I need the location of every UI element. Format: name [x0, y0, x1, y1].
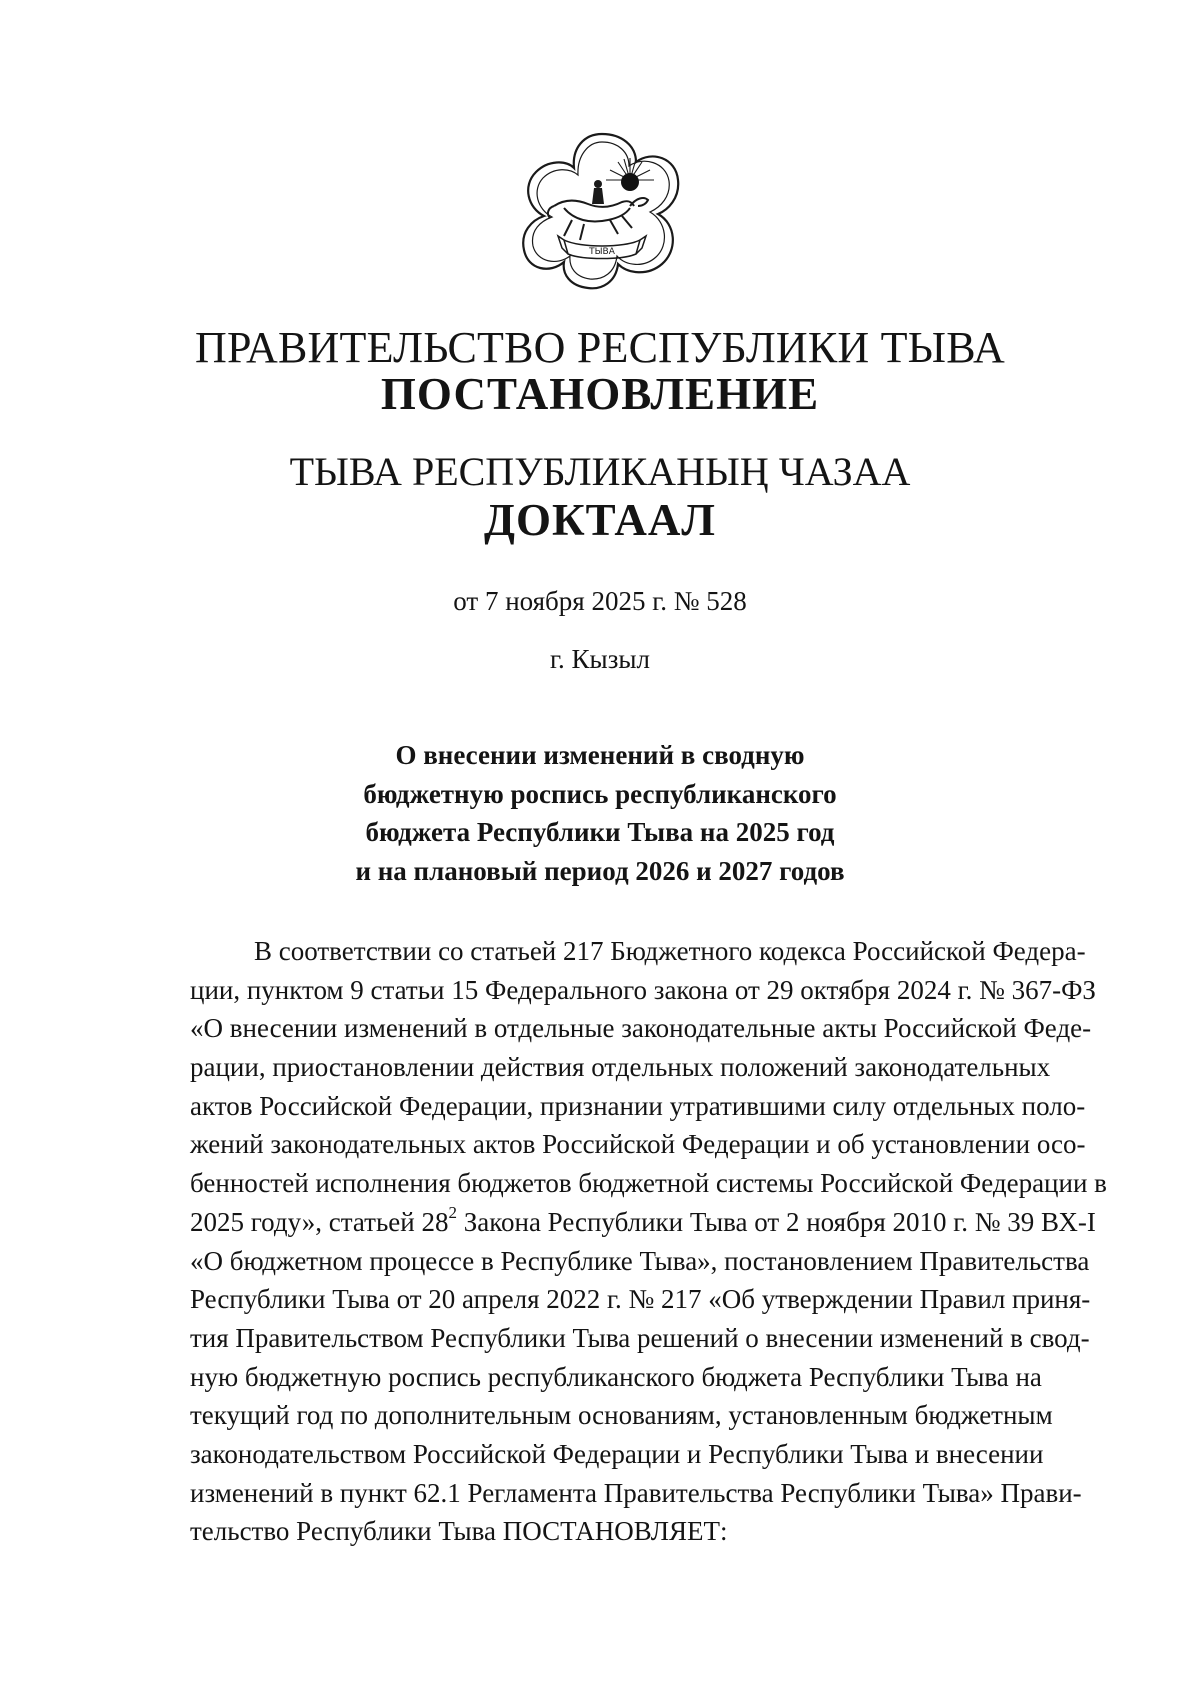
- line-text: 2025 году», статьей 28: [190, 1206, 449, 1237]
- tuva-emblem-icon: [518, 128, 686, 296]
- paragraph-line: тия Правительством Республики Тыва решений о внесении изменений в свод-: [190, 1322, 1090, 1353]
- emblem-lettering: ТЫВА: [589, 247, 615, 257]
- paragraph-line: бенностей исполнения бюджетов бюджетной системы Российской Федерации в: [190, 1168, 1107, 1199]
- line-text: Закона Республики Тыва от 2 ноября 2010 г. № 39 ВХ-I: [456, 1206, 1096, 1237]
- government-title-ru: ПРАВИТЕЛЬСТВО РЕСПУБЛИКИ ТЫВА: [195, 323, 1005, 372]
- paragraph-line-with-superscript: [190, 1202, 1096, 1242]
- paragraph-line: изменений в пункт 62.1 Регламента Правительства Республики Тыва» Прави-: [190, 1477, 1082, 1508]
- paragraph-line: ную бюджетную роспись республиканского бюджета Республики Тыва на: [190, 1361, 1042, 1392]
- decree-date-number: от 7 ноября 2025 г. № 528: [453, 586, 747, 616]
- paragraph-line: «О бюджетном процессе в Республике Тыва», постановлением Правительства: [190, 1245, 1090, 1276]
- paragraph-line: ции, пунктом 9 статьи 15 Федерального закона от 29 октября 2024 г. № 367-ФЗ: [190, 974, 1096, 1005]
- decree-title-ru: ПОСТАНОВЛЕНИЕ: [380, 369, 820, 419]
- paragraph-line: Республики Тыва от 20 апреля 2022 г. № 217 «Об утверждении Правил приня-: [190, 1284, 1091, 1315]
- title-line: бюджета Республики Тыва на 2025 год: [365, 817, 835, 847]
- government-title-tyv: ТЫВА РЕСПУБЛИКАНЫҢ ЧАЗАА: [289, 449, 911, 494]
- paragraph-line: жений законодательных актов Российской Федерации и об установлении осо-: [190, 1129, 1086, 1160]
- article-superscript: 2: [448, 1202, 457, 1222]
- title-line: О внесении изменений в сводную: [395, 740, 805, 770]
- preamble-paragraph: [190, 932, 1107, 1551]
- decree-title-tyv: ДОКТААЛ: [484, 495, 716, 545]
- paragraph-line: рации, приостановлении действия отдельных положений законодательных: [190, 1052, 1051, 1083]
- paragraph-line: актов Российской Федерации, признании утратившими силу отдельных поло-: [190, 1090, 1086, 1121]
- decree-city: г. Кызыл: [550, 644, 650, 674]
- paragraph-line: законодательством Российской Федерации и Республики Тыва и внесении: [190, 1438, 1044, 1469]
- paragraph-line: тельство Республики Тыва ПОСТАНОВЛЯЕТ:: [190, 1516, 728, 1547]
- paragraph-line: текущий год по дополнительным основаниям, установленным бюджетным: [190, 1400, 1053, 1431]
- decree-subject-title: [300, 736, 900, 890]
- paragraph-line: «О внесении изменений в отдельные законодательные акты Российской Феде-: [190, 1013, 1092, 1044]
- title-line: и на плановый период 2026 и 2027 годов: [355, 855, 845, 886]
- paragraph-line: В соответствии со статьей 217 Бюджетного кодекса Российской Федера-: [254, 936, 1086, 966]
- title-line: бюджетную роспись республиканского: [363, 778, 837, 809]
